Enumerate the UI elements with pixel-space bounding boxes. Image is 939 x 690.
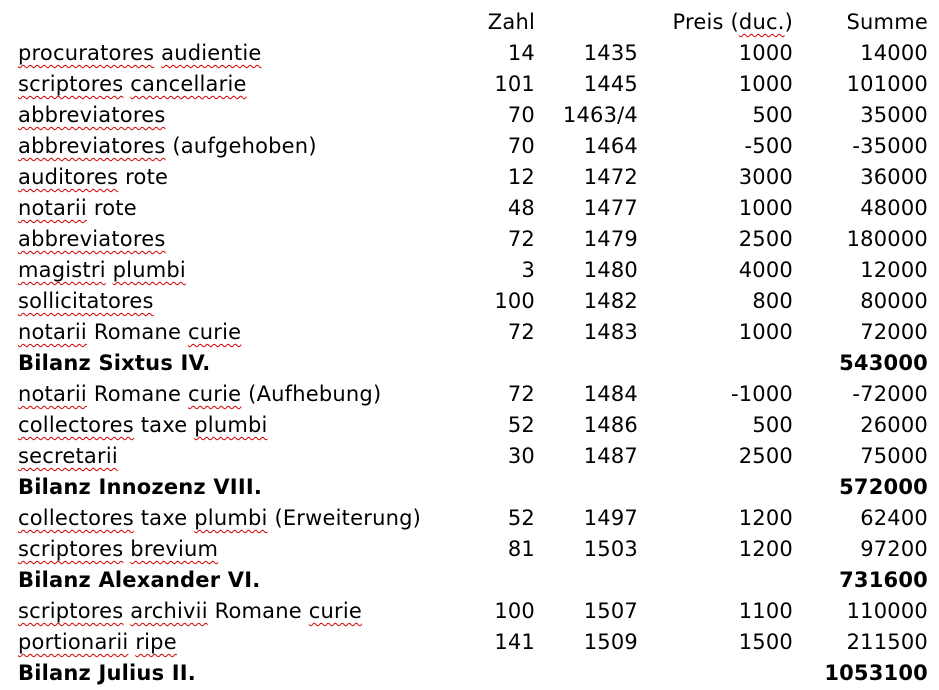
count-cell xyxy=(473,658,535,689)
price-cell: -1000 xyxy=(730,382,793,406)
count-cell: 141 xyxy=(494,630,535,654)
year-cell: 1483 xyxy=(583,320,638,344)
spellcheck-flagged-word: portionarii xyxy=(18,630,129,654)
venal-offices-table xyxy=(18,7,928,689)
table-row xyxy=(18,224,928,255)
spellcheck-flagged-word: sollicitatores xyxy=(18,289,154,313)
sum-cell: 48000 xyxy=(860,196,928,220)
bilanz-row xyxy=(18,658,928,689)
office-cell xyxy=(18,224,473,255)
table-row xyxy=(18,131,928,162)
price-cell: 1200 xyxy=(738,506,793,530)
count-cell: 12 xyxy=(507,165,535,189)
office-cell: collectores taxe plumbi (Erweiterung) xyxy=(18,506,422,530)
spellcheck-flagged-word: notarii xyxy=(18,320,87,344)
count-cell: 3 xyxy=(521,258,535,282)
count-cell: 100 xyxy=(494,289,535,313)
office-cell xyxy=(18,534,473,565)
spellcheck-flagged-word: procuratores xyxy=(18,41,155,65)
table-row xyxy=(18,379,928,410)
count-cell: 70 xyxy=(507,134,535,158)
table-row xyxy=(18,534,928,565)
spellcheck-flagged-word: archivii xyxy=(130,599,208,623)
price-cell: -500 xyxy=(744,134,793,158)
count-cell: 52 xyxy=(507,506,535,530)
sum-cell: 731600 xyxy=(839,568,928,592)
spellcheck-flagged-word: brevium xyxy=(130,537,219,561)
spellcheck-flagged-word: auditores xyxy=(18,165,119,189)
sum-cell: 12000 xyxy=(860,258,928,282)
price-cell: 1200 xyxy=(738,537,793,561)
sum-cell: 101000 xyxy=(846,72,928,96)
sum-cell: 26000 xyxy=(860,413,928,437)
office-cell: Bilanz Sixtus IV. xyxy=(18,351,211,375)
year-cell: 1480 xyxy=(583,258,638,282)
price-cell: 1500 xyxy=(738,630,793,654)
price-cell: 1000 xyxy=(738,72,793,96)
bilanz-row xyxy=(18,348,928,379)
year-cell: 1487 xyxy=(583,444,638,468)
office-cell: collectores taxe plumbi xyxy=(18,413,268,437)
office-cell xyxy=(18,627,473,658)
office-cell: notarii Romane curie (Aufhebung) xyxy=(18,382,382,406)
count-cell: 100 xyxy=(494,599,535,623)
sum-cell: -72000 xyxy=(852,382,928,406)
sum-cell: 75000 xyxy=(860,444,928,468)
sum-cell: 72000 xyxy=(860,320,928,344)
table-row xyxy=(18,503,928,534)
spellcheck-flagged-word: notarii xyxy=(18,196,87,220)
spellcheck-flagged-word: secretarii xyxy=(18,444,118,468)
price-cell: 2500 xyxy=(738,444,793,468)
table-row xyxy=(18,627,928,658)
sum-cell: 1053100 xyxy=(824,661,928,685)
header-year xyxy=(535,7,638,38)
spellcheck-flagged-word: abbreviatores xyxy=(18,227,166,251)
table-row xyxy=(18,100,928,131)
spellcheck-flagged-word: collectores xyxy=(18,413,134,437)
office-cell xyxy=(18,286,473,317)
table-row xyxy=(18,162,928,193)
spellcheck-flagged-word: duc. xyxy=(738,10,785,34)
header-price: Preis (duc.) xyxy=(672,10,793,34)
spellcheck-flagged-word: audientie xyxy=(161,41,262,65)
table-row xyxy=(18,410,928,441)
count-cell: 101 xyxy=(494,72,535,96)
sum-cell: 543000 xyxy=(839,351,928,375)
spellcheck-flagged-word: curie xyxy=(188,320,242,344)
table-header xyxy=(18,7,928,38)
year-cell xyxy=(535,472,638,503)
count-cell xyxy=(473,472,535,503)
header-sum: Summe xyxy=(846,10,928,34)
office-cell xyxy=(18,441,473,472)
price-cell: 500 xyxy=(752,413,793,437)
table-row xyxy=(18,596,928,627)
spellcheck-flagged-word: plumbi xyxy=(194,506,268,530)
sum-cell: 14000 xyxy=(860,41,928,65)
price-cell: 500 xyxy=(752,103,793,127)
table-row xyxy=(18,255,928,286)
sum-cell: 80000 xyxy=(860,289,928,313)
bilanz-row xyxy=(18,472,928,503)
year-cell: 1497 xyxy=(583,506,638,530)
spellcheck-flagged-word: cancellarie xyxy=(130,72,247,96)
sum-cell: 62400 xyxy=(860,506,928,530)
price-cell: 1000 xyxy=(738,41,793,65)
table-row xyxy=(18,286,928,317)
price-cell xyxy=(638,348,793,379)
count-cell: 52 xyxy=(507,413,535,437)
year-cell: 1486 xyxy=(583,413,638,437)
office-cell: notarii rote xyxy=(18,196,137,220)
price-cell xyxy=(638,565,793,596)
year-cell: 1507 xyxy=(583,599,638,623)
year-cell: 1484 xyxy=(583,382,638,406)
year-cell: 1509 xyxy=(583,630,638,654)
year-cell xyxy=(535,565,638,596)
sum-cell: 97200 xyxy=(860,537,928,561)
header-row xyxy=(18,7,928,38)
sum-cell: 572000 xyxy=(839,475,928,499)
office-cell xyxy=(18,255,473,286)
year-cell: 1463/4 xyxy=(562,103,638,127)
year-cell: 1482 xyxy=(583,289,638,313)
table-body xyxy=(18,38,928,689)
count-cell xyxy=(473,348,535,379)
sum-cell: -35000 xyxy=(852,134,928,158)
year-cell: 1479 xyxy=(583,227,638,251)
count-cell: 70 xyxy=(507,103,535,127)
price-cell: 2500 xyxy=(738,227,793,251)
price-cell: 1000 xyxy=(738,320,793,344)
office-cell xyxy=(18,38,473,69)
spellcheck-flagged-word: collectores xyxy=(18,506,134,530)
table-row xyxy=(18,193,928,224)
sum-cell: 110000 xyxy=(846,599,928,623)
price-cell xyxy=(638,472,793,503)
sum-cell: 211500 xyxy=(846,630,928,654)
price-cell: 1100 xyxy=(738,599,793,623)
bilanz-row xyxy=(18,565,928,596)
price-cell: 4000 xyxy=(738,258,793,282)
year-cell: 1445 xyxy=(583,72,638,96)
table-row xyxy=(18,69,928,100)
spellcheck-flagged-word: abbreviatores xyxy=(18,103,166,127)
table-row xyxy=(18,38,928,69)
price-cell xyxy=(638,658,793,689)
year-cell: 1472 xyxy=(583,165,638,189)
office-cell: Bilanz Julius II. xyxy=(18,661,196,685)
year-cell: 1477 xyxy=(583,196,638,220)
count-cell: 72 xyxy=(507,382,535,406)
count-cell: 14 xyxy=(507,41,535,65)
sum-cell: 36000 xyxy=(860,165,928,189)
year-cell xyxy=(535,658,638,689)
year-cell: 1503 xyxy=(583,537,638,561)
office-cell xyxy=(18,100,473,131)
office-cell: notarii Romane curie xyxy=(18,320,242,344)
count-cell: 72 xyxy=(507,227,535,251)
sum-cell: 35000 xyxy=(860,103,928,127)
spellcheck-flagged-word: plumbi xyxy=(194,413,268,437)
spellcheck-flagged-word: plumbi xyxy=(112,258,186,282)
spellcheck-flagged-word: scriptores xyxy=(18,72,124,96)
count-cell: 48 xyxy=(507,196,535,220)
spellcheck-flagged-word: scriptores xyxy=(18,599,124,623)
price-cell: 800 xyxy=(752,289,793,313)
office-cell: Bilanz Alexander VI. xyxy=(18,568,261,592)
count-cell: 30 xyxy=(507,444,535,468)
spellcheck-flagged-word: curie xyxy=(188,382,242,406)
spellcheck-flagged-word: scriptores xyxy=(18,537,124,561)
price-cell: 3000 xyxy=(738,165,793,189)
office-cell: abbreviatores (aufgehoben) xyxy=(18,134,317,158)
count-cell: 81 xyxy=(507,537,535,561)
header-count: Zahl xyxy=(487,10,535,34)
count-cell: 72 xyxy=(507,320,535,344)
office-cell: scriptores archivii Romane curie xyxy=(18,599,363,623)
count-cell xyxy=(473,565,535,596)
header-office xyxy=(18,7,473,38)
sum-cell: 180000 xyxy=(846,227,928,251)
year-cell xyxy=(535,348,638,379)
table-row xyxy=(18,317,928,348)
spellcheck-flagged-word: magistri xyxy=(18,258,106,282)
office-cell: auditores rote xyxy=(18,165,169,189)
table-row xyxy=(18,441,928,472)
spellcheck-flagged-word: ripe xyxy=(135,630,177,654)
office-cell xyxy=(18,69,473,100)
year-cell: 1435 xyxy=(583,41,638,65)
price-cell: 1000 xyxy=(738,196,793,220)
spellcheck-flagged-word: curie xyxy=(308,599,363,623)
spellcheck-flagged-word: notarii xyxy=(18,382,87,406)
office-cell: Bilanz Innozenz VIII. xyxy=(18,475,263,499)
spellcheck-flagged-word: abbreviatores xyxy=(18,134,166,158)
year-cell: 1464 xyxy=(583,134,638,158)
